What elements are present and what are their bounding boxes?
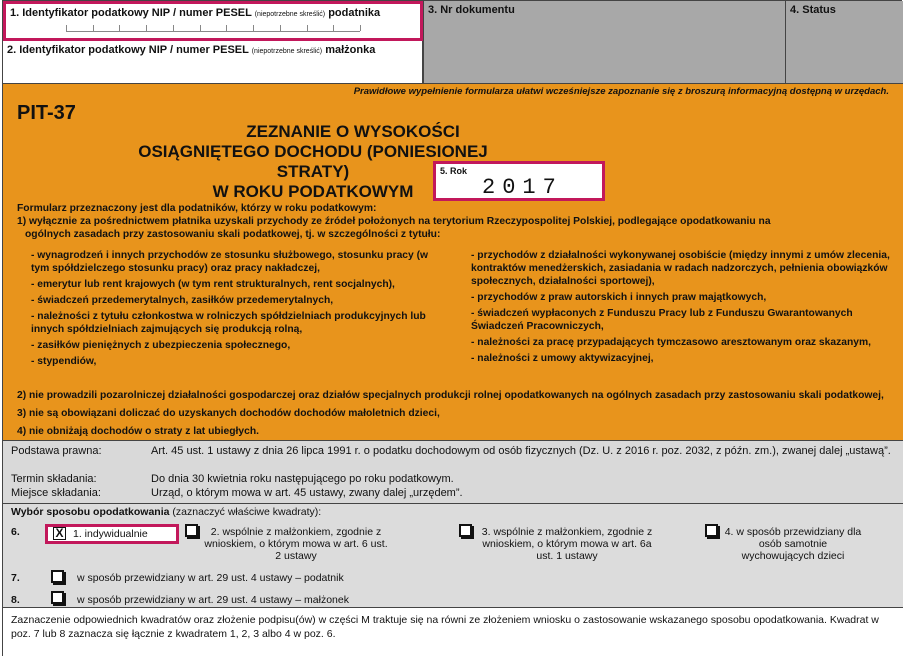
checkbox-art29-spouse[interactable] (51, 591, 64, 604)
year-value: 2017 (482, 175, 563, 200)
form-code: PIT-37 (17, 102, 76, 124)
status-label: 4. Status (790, 4, 836, 16)
list-item: - należności z umowy aktywizacyjnej, (471, 353, 654, 364)
row-number: 6. (11, 526, 20, 538)
option-art29-spouse-label: w sposób przewidziany w art. 29 ust. 4 ustawy – małżonek (77, 594, 349, 606)
title-line: ZEZNANIE O WYSOKOŚCI (246, 122, 460, 141)
digit-tick (307, 25, 308, 31)
digit-boxes (66, 26, 360, 32)
digit-tick (333, 25, 334, 31)
pit37-form (2, 0, 902, 656)
list-item: - stypendiów, (31, 356, 97, 367)
digit-tick (200, 25, 201, 31)
digit-tick (253, 25, 254, 31)
digit-tick (360, 25, 361, 31)
deadline-value: Do dnia 30 kwietnia roku następującego po roku podatkowym. (151, 473, 454, 485)
document-number-label: 3. Nr dokumentu (428, 4, 515, 16)
list-item: - przychodów z działalności wykonywanej osobiście (między innymi z umów zlecenia, kontraktów menedżerskich, zasiadania w radach nadzorczych, pełnienia obowiązków społecznych, działalności sportowej), (471, 250, 890, 287)
year-label: 5. Rok (440, 166, 468, 176)
list-item: - wynagrodzeń i innych przychodów ze stosunku służbowego, stosunku pracy (w tym spółdzielczego stosunku pracy) oraz pracy nakładczej, (31, 250, 429, 274)
status-field (785, 1, 903, 83)
list-item: - należności za pracę przypadających tymczasowo aresztowanym oraz skazanym, (471, 337, 872, 348)
checkbox-joint-art6[interactable] (185, 524, 198, 537)
digit-tick (146, 25, 147, 31)
intro-line: 1) wyłącznie za pośrednictwem płatnika uzyskali przychody ze źródeł położonych na terytorium Rzeczypospolitej Polskiej, podlegające opodatkowaniu na (17, 216, 771, 227)
option-joint-art6-label: 2. wspólnie z małżonkiem, zgodnie z wnioskiem, o którym mowa w art. 6 ust. 2 ustawy (204, 526, 388, 562)
conditions-list (17, 387, 891, 441)
digit-tick (173, 25, 174, 31)
nip-spouse-label: 2. Identyfikator podatkowy NIP / numer PESEL (niepotrzebne skreślić) małżonka (7, 44, 376, 56)
list-item: - należności z tytułu członkostwa w rolniczych spółdzielniach produkcyjnych lub innych spółdzielniach zajmujących się produkcją rolną, (31, 311, 426, 335)
intro-line: Formularz przeznaczony jest dla podatników, którzy w roku podatkowym: (17, 203, 377, 214)
row-number: 8. (11, 594, 20, 606)
list-item: 2) nie prowadzili pozarolniczej działalności gospodarczej oraz działów specjalnych produkcji rolnej opodatkowanych na ogólnych zasadach przy zastosowaniu skali podatkowej, (17, 390, 884, 401)
legal-basis-label: Podstawa prawna: (11, 445, 102, 457)
option-joint-art6a-label: 3. wspólnie z małżonkiem, zgodnie z wnioskiem, o którym mowa w art. 6a ust. 1 ustawy (481, 526, 653, 562)
hint-text: Prawidłowe wypełnienie formularza ułatwi wcześniejsze zapoznanie się z broszurą informacyjną dostępną w urzędach. (353, 86, 889, 97)
digit-tick (280, 25, 281, 31)
checkbox-individual[interactable]: X (53, 527, 66, 540)
title-line: OSIĄGNIĘTEGO DOCHODU (PONIESIONEJ STRATY) (138, 142, 488, 181)
place-value: Urząd, o którym mowa w art. 45 ustawy, zwany dalej „urzędem”. (151, 487, 463, 499)
list-item: 4) nie obniżają dochodów o straty z lat ubiegłych. (17, 426, 260, 437)
income-list-right (471, 249, 891, 368)
option-art29-taxpayer-label: w sposób przewidziany w art. 29 ust. 4 ustawy – podatnik (77, 572, 344, 584)
method-note: Zaznaczenie odpowiednich kwadratów oraz złożenie podpisu(ów) w części M traktuje się na równi ze złożeniem wniosku o zastosowanie wskazanego sposobu opodatkowania. Kwadrat w poz. 7 lub 8 zaznacza się łącznie z kwadratem 1, 2, 3 albo 4 w poz. 6. (3, 607, 903, 656)
method-header: Wybór sposobu opodatkowania (zaznaczyć właściwe kwadraty): (11, 506, 322, 518)
main-section (3, 83, 903, 440)
place-label: Miejsce składania: (11, 487, 101, 499)
intro-text (17, 202, 891, 241)
header-fields (3, 1, 903, 83)
row-number: 7. (11, 572, 20, 584)
list-item: - świadczeń przedemerytalnych, zasiłków przedemerytalnych, (31, 295, 334, 306)
deadline-label: Termin składania: (11, 473, 97, 485)
list-item: - przychodów z praw autorskich i innych praw majątkowych, (471, 292, 767, 303)
nip-taxpayer-label: 1. Identyfikator podatkowy NIP / numer PESEL (niepotrzebne skreślić) podatnika (10, 7, 381, 19)
digit-tick (93, 25, 94, 31)
title-line: W ROKU PODATKOWYM (212, 182, 414, 201)
digit-tick (226, 25, 227, 31)
digit-tick (66, 25, 67, 31)
legal-basis-value: Art. 45 ust. 1 ustawy z dnia 26 lipca 1991 r. o podatku dochodowym od osób fizycznych (Dz. U. z 2016 r. poz. 2032, z późn. zm.), zwanej dalej „ustawą”. (151, 445, 891, 457)
legal-info (3, 440, 903, 503)
list-item: - emerytur lub rent krajowych (w tym rent strukturalnych, rent socjalnych), (31, 279, 395, 290)
year-field[interactable] (433, 161, 605, 201)
list-item: 3) nie są obowiązani doliczać do uzyskanych dochodów dochodów małoletnich dzieci, (17, 408, 440, 419)
intro-line: ogólnych zasadach przy zastosowaniu skali podatkowej, tj. w szczególności z tytułu: (25, 229, 441, 240)
list-item: - świadczeń wypłaconych z Funduszu Pracy lub z Funduszu Gwarantowanych Świadczeń Pracowniczych, (471, 308, 853, 332)
document-number-field (423, 1, 785, 83)
income-list-left (31, 249, 441, 371)
checkbox-art29-taxpayer[interactable] (51, 570, 64, 583)
checkbox-single-parent[interactable] (705, 524, 718, 537)
taxation-method (3, 503, 903, 607)
option-individual-label: 1. indywidualnie (73, 528, 148, 540)
nip-taxpayer-field[interactable] (3, 1, 423, 41)
checkbox-joint-art6a[interactable] (459, 524, 472, 537)
digit-tick (119, 25, 120, 31)
option-single-parent-label: 4. w sposób przewidziany dla osób samotnie wychowujących dzieci (724, 526, 862, 562)
list-item: - zasiłków pieniężnych z ubezpieczenia społecznego, (31, 340, 291, 351)
nip-spouse-field[interactable] (3, 41, 423, 83)
